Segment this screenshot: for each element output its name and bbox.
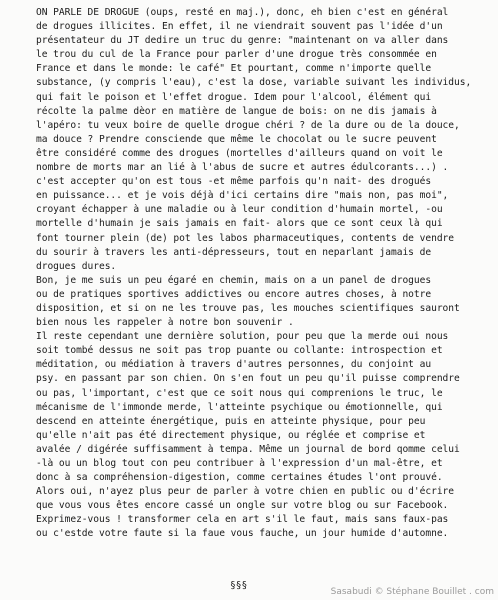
text-line: bien nous les rappeler à notre bon souvenir . xyxy=(36,317,294,329)
text-line: en puissance... et je vois déjà d'ici certains dire "mais non, pas moi", xyxy=(36,190,449,202)
text-line: ou de pratiques sportives addictives ou encore autres choses, à notre xyxy=(36,288,432,300)
text-line: substance, (y compris l'eau), c'est la dose, variable suivant les individus, xyxy=(36,77,472,89)
watermark: Sasabudi © Stéphane Bouillet . com xyxy=(330,587,494,597)
text-line: donc à sa compréhension-digestion, comme certaines études l'ont prouvé. xyxy=(36,472,443,484)
text-line: ma douce ? Prendre consciende que même le chocolat ou le sucre peuvent xyxy=(36,133,437,145)
text-line: psy. en passant par son chien. On s'en fout un peu qu'il puisse comprendre xyxy=(36,373,460,385)
text-line: soit tombé dessus ne soit pas trop puante ou collante: introspection et xyxy=(36,345,443,357)
text-line: du sourir à travers les anti-dépresseurs, tout en neparlant jamais de xyxy=(36,246,432,258)
text-line: présentateur du JT dedire un truc du genre: "maintenant on va aller dans xyxy=(36,35,449,47)
text-line: disposition, et si on ne les trouve pas, les mouches scientifiques sauront xyxy=(36,302,460,314)
text-line: drogues dures. xyxy=(36,260,117,272)
text-line: mortelle d'humain je sais jamais en fait- alors que ce sont ceux là qui xyxy=(36,218,443,230)
text-line: l'apéro: tu veux boire de quelle drogue chéri ? de la dure ou de la douce, xyxy=(36,119,460,131)
text-line: le trou du cul de la France pour parler d'une drogue très consommée en xyxy=(36,49,437,61)
text-line: ou pas, l'important, c'est que ce soit nous qui comprenions le truc, le xyxy=(36,387,443,399)
text-line: Bon, je me suis un peu égaré en chemin, mais on a un panel de drogues xyxy=(36,274,432,286)
text-line: descend en atteinte énergétique, puis en atteinte physique, pour peu xyxy=(36,415,426,427)
text-line: récolte la palme dèor en matière de langue de bois: on ne dis jamais à xyxy=(36,105,437,117)
text-line: France et dans le monde: le café" Et pourtant, comme n'importe quelle xyxy=(36,63,432,75)
text-line: Il reste cependant une dernière solution, pour peu que la merde oui nous xyxy=(36,331,449,343)
text-line: font tourner plein (de) pot les labos pharmaceutiques, contents de vendre xyxy=(36,232,454,244)
section-end-mark: §§§ xyxy=(230,580,248,591)
text-line: nombre de morts mar an lié à l'abus de sucre et autres édulcorants...) . xyxy=(36,162,449,174)
text-line: être considéré comme des drogues (mortelles d'ailleurs quand on voit le xyxy=(36,147,443,159)
text-line: de drogues illicites. En effet, il ne viendrait souvent pas l'idée d'un xyxy=(36,21,443,33)
text-line: qui fait le poison et l'effet drogue. Idem pour l'alcool, élément qui xyxy=(36,91,432,103)
text-line: ou c'estde votre faute si la faue vous fauche, un jour humide d'automne. xyxy=(36,528,449,540)
text-line: méditation, ou médiation à travers d'autres personnes, du conjoint au xyxy=(36,359,432,371)
text-line: ON PARLE DE DROGUE (oups, resté en maj.), donc, eh bien c'est en général xyxy=(36,7,449,18)
text-line: c'est accepter qu'on est tous -et même parfois qu'n nait- des drogués xyxy=(36,176,432,188)
text-line: qu'elle n'ait pas été directement physique, ou réglée et comprise et xyxy=(36,429,426,441)
text-line: Exprimez-vous ! transformer cela en art s'il le faut, mais sans faux-pas xyxy=(36,514,449,526)
text-line: mécanisme de l'immonde merde, l'atteinte psychique ou émotionnelle, qui xyxy=(36,401,443,413)
text-line: -là ou un blog tout con peu contribuer à l'expression d'un mal-être, et xyxy=(36,458,443,469)
text-line: croyant échapper à une maladie ou à leur condition d'humain mortel, -ou xyxy=(36,204,443,216)
text-line: Alors oui, n'ayez plus peur de parler à votre chien en public ou d'écrire xyxy=(36,486,454,498)
text-line: que vous vous êtes encore cassé un ongle sur votre blog ou sur Facebook. xyxy=(36,500,449,512)
text-line: avalée / digérée suffisamment à tempa. Même un journal de bord qomme celui xyxy=(36,443,460,455)
body-text xyxy=(36,6,484,542)
